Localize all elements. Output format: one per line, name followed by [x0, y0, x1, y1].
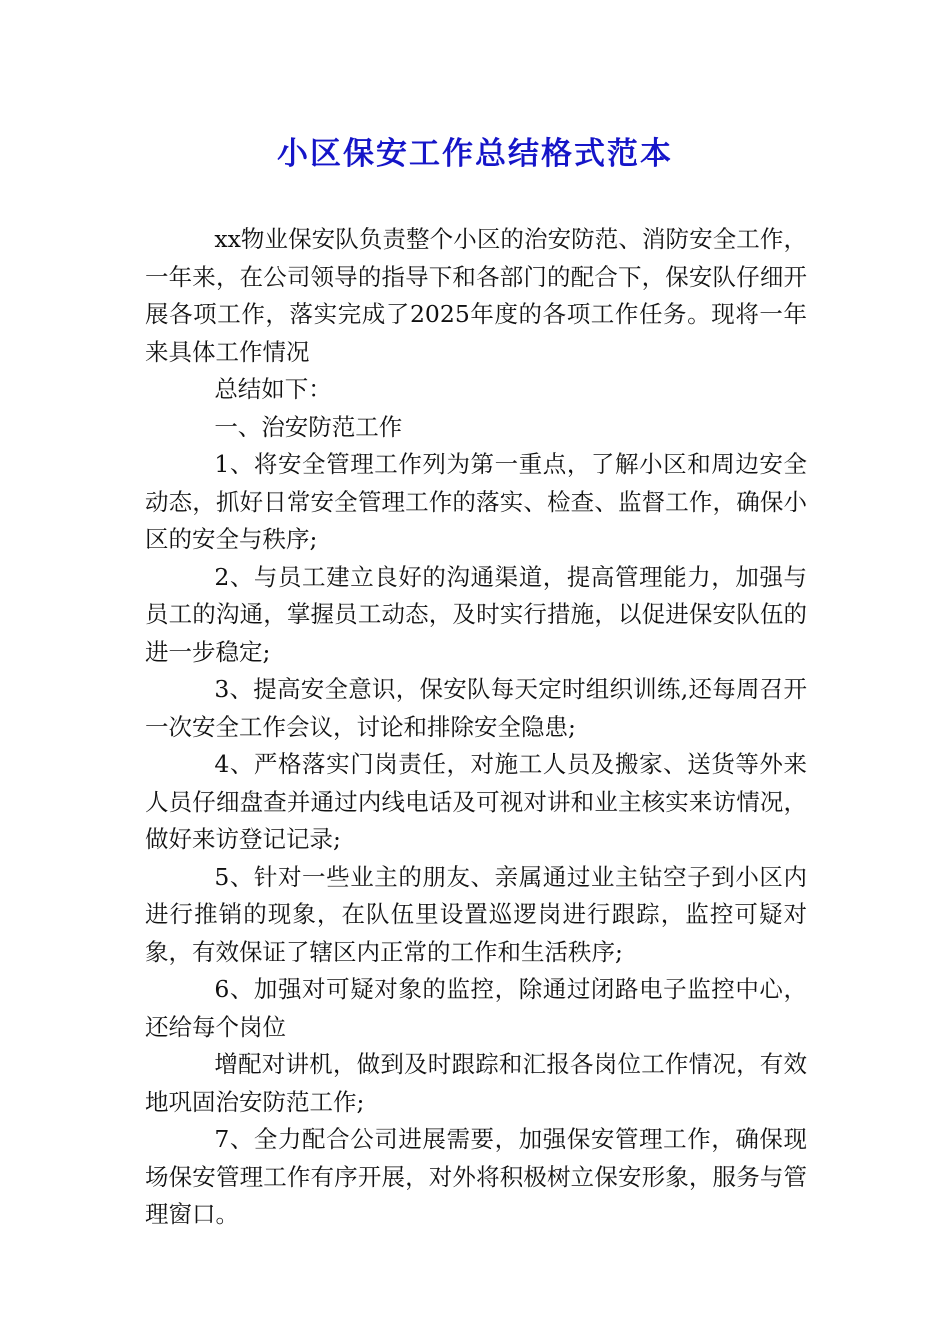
- list-item-1: 1、将安全管理工作列为第一重点，了解小区和周边安全动态，抓好日常安全管理工作的落实、检查、监督工作，确保小区的安全与秩序;: [145, 450, 807, 553]
- list-item-2: 2、与员工建立良好的沟通渠道，提高管理能力，加强与员工的沟通，掌握员工动态，及时实行措施，以促进保安队伍的进一步稳定;: [145, 562, 807, 666]
- section-heading-security: 一、治安防范工作: [214, 412, 403, 441]
- list-item-7: 7、全力配合公司进展需要，加强保安管理工作，确保现场保安管理工作有序开展，对外将积极树立保安形象，服务与管理窗口。: [145, 1125, 807, 1228]
- paragraph-intro: xx物业保安队负责整个小区的治安防范、消防安全工作，一年来，在公司领导的指导下和各部门的配合下，保安队仔细开展各项工作，落实完成了2025年度的各项工作任务。现将一年来具体工作情况: [145, 225, 807, 366]
- list-item-5: 5、针对一些业主的朋友、亲属通过业主钻空子到小区内进行推销的现象，在队伍里设置巡逻岗进行跟踪，监控可疑对象，有效保证了辖区内正常的工作和生活秩序;: [145, 862, 807, 966]
- document-title: 小区保安工作总结格式范本: [277, 136, 673, 172]
- list-item-4: 4、严格落实门岗责任，对施工人员及搬家、送货等外来人员仔细盘查并通过内线电话及可视对讲和业主核实来访情况，做好来访登记记录;: [145, 750, 807, 853]
- list-item-6: 6、加强对可疑对象的监控，除通过闭路电子监控中心，还给每个岗位: [145, 975, 807, 1041]
- paragraph-summary-lead: 总结如下：: [214, 375, 332, 403]
- document-body: [145, 221, 807, 1234]
- list-item-3: 3、提高安全意识，保安队每天定时组织训练,还每周召开一次安全工作会议，讨论和排除安全隐患;: [145, 675, 807, 741]
- list-item-6-continued: 增配对讲机，做到及时跟踪和汇报各岗位工作情况，有效地巩固治安防范工作;: [145, 1050, 807, 1116]
